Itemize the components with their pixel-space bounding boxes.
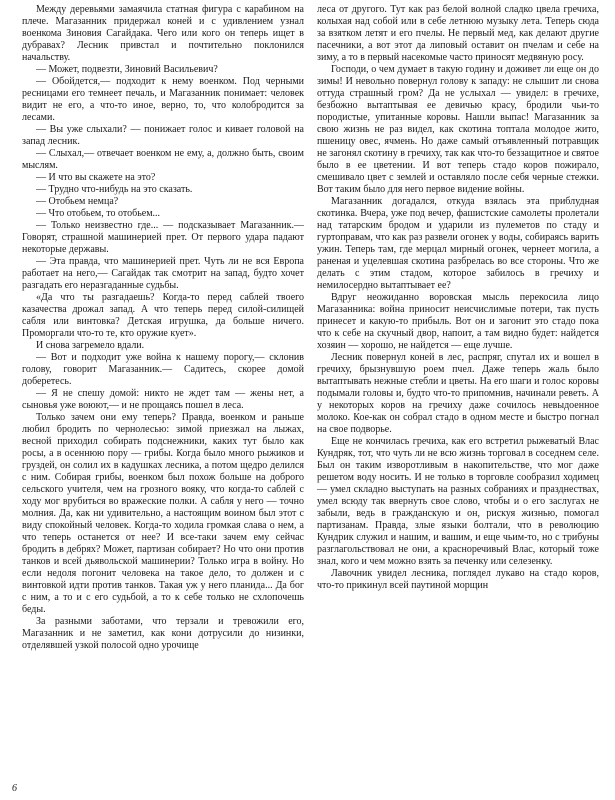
- paragraph: — Отобьем немца?: [36, 196, 119, 207]
- text-columns: [22, 4, 599, 776]
- paragraph: — Только неизвестно где... — подсказывает Магазанник.— Говорят, страшной машинерией прет. От первого удара падают некоторые державы.: [22, 220, 304, 255]
- paragraph: Еще не кончилась гречиха, как его встретил рыжеватый Влас Кундряк, тот, что чуть ли не всю жизнь торговал в соседнем селе. Был он таким изворотливым в накопительстве, что мог даже решетом воду носить. И не только в торговле сообразил ходимец — умел складно выступать на разных собраниях и празднествах, умел всюду так ввернуть свое слово, чтобы и о его заслугах не забыли, ведь в гражданскую и он, рискуя жизнью, помогал партизанам. Правда, злые языки болтали, что в революцию Кундрик служил и нашим, и вашим, и еще чьим-то, но с трибуны разглагольствовал не они, а красноречивый Влас, который тоже знал, кого и чем можно взять за печенку или селезенку.: [317, 436, 599, 567]
- left-column: [22, 4, 304, 776]
- paragraph: — Что отобьем, то отобьем...: [36, 208, 161, 219]
- paragraph: — Обойдется,— подходит к нему военком. Под черными ресницами его темнеет печаль, и Магазанник понимает: человек видит не его, а что-то иное, верно, то, что колобродится за лесами.: [22, 76, 304, 123]
- paragraph: Магазанник догадался, откуда взялась эта приблудная скотинка. Вчера, уже под вечер, фашистские самолеты пролетали над татарским бродом и ударили из пулеметов по стаду и гуртоправам, что как раз развели огонек у воды, собираясь варить ужин. Теперь там, где мерцал мирный огонек, чернеет могила, а раненая и уцелевшая скотина разбрелась во все стороны. Что же делать с этим стадом, которое забилось в гречиху и немилосердно вытаптывает ее?: [317, 196, 599, 291]
- paragraph: Вдруг неожиданно воровская мысль перекосила лицо Магазанника: война приносит неисчислимые потери, так пусть принесет и какую-то прибыль. Вот он и загонит это стадо пока что к себе на скучный двор, напоит, а там видно будет: найдется хозяин — хорошо, не найдется — еще лучше.: [317, 292, 599, 351]
- right-column: [317, 4, 599, 776]
- paragraph: — Вот и подходит уже война к нашему порогу,— склонив голову, говорит Магазанник.— Садитесь, скорее домой доберетесь.: [22, 352, 304, 387]
- paragraph: За разными заботами, что терзали и тревожили его, Магазанник и не заметил, как кони дотрусили до низинки, отделявшей узкой полосой одно урочище: [22, 616, 304, 651]
- paragraph: — Может, подвезти, Зиновий Васильевич?: [36, 64, 218, 75]
- paragraph: Лавочник увидел лесника, поглядел лукаво на стадо коров, что-то прикинул всей паутиной морщин: [317, 568, 599, 591]
- paragraph: — Я не спешу домой: никто не ждет там — жены нет, а сыновья уже воюют,— и не прощаясь пошел в леса.: [22, 388, 304, 411]
- paragraph: — Эта правда, что машинерией прет. Чуть ли не вся Европа работает на него,— Сагайдак так смотрит на запад, будто хочет разгадать его неразгаданные судьбы.: [22, 256, 304, 291]
- paragraph: Господи, о чем думает в такую годину и доживет ли еще он до зимы! И невольно повернул голову к западу: не слышит ли снова оттуда страшный гром? Да не услыхал — увидел: в гречихе, безбожно вытаптывая ее девичью красу, бродили чьи-то породистые, упитанные коровы. Нашли выпас! Магазанник за свою жизнь не раз видел, как скотина топтала молодое жито, пшеницу овес, ячмень. Но даже самый отъявленный потравщик не загонял скотину в гречиху, так как что-то беззащитное и святое было в ее цветении. И вот теперь стадо коров пожирало, смешивало цвет с землей и оставляло после себя черные стежки. Вот таким было для него первое видение войны.: [317, 64, 599, 195]
- paragraph: леса от другого. Тут как раз белой волной сладко цвела гречиха, колыхая над собой или в себе летнюю музыку лета. Теперь сюда за взятком летят и его пчелы. Не первый мед, как делают другие пасечники, а вот этот да липовый оставит он пчелам и себе на зиму, а то в первый насекомые часто приносят медвяную росу.: [317, 4, 599, 63]
- paragraph: — Трудно что-нибудь на это сказать.: [36, 184, 193, 195]
- paragraph: — Вы уже слыхали? — понижает голос и кивает головой на запад лесник.: [22, 124, 304, 147]
- paragraph: «Да что ты разгадаешь? Когда-то перед саблей твоего казачества дрожал запад. А что теперь перед силой-силищей сабля или винтовка? Детская игрушка, да больше ничего. Проморгали что-то те, кто оружие кует».: [22, 292, 304, 339]
- paragraph: Между деревьями замаячила статная фигура с карабином на плече. Магазанник придержал коней и с удивлением узнал военкома Зиновия Сагайдака. Чего или кого он теперь ищет в дубравах? Лесник привстал и почтительно поклонился начальству.: [22, 4, 304, 63]
- paragraph: — Слыхал,— отвечает военком не ему, а, должно быть, своим мыслям.: [22, 148, 304, 171]
- paragraph: Только зачем они ему теперь? Правда, военком и раньше любил бродить по чернолесью: зимой приезжал на лыжах, весной приходил собирать подснежники, каких тут было как росы, а в осеннюю пору — грибы. Когда было много рыжиков и груздей, он солил их в кадушках лесника, а потом щедро делился с ним. Собирая грибы, военком был похож больше на доброго сельского учителя, чем на грозного вояку, что когда-то саблей с ходу мог врубиться во вражеские полки. А сабля у него — точно молния. Да, как ни удивительно, а настоящим воином был этот с виду спокойный человек. Когда-то ходила громкая слава о нем, а что теперь останется от нее? И все-таки зачем ему сейчас бродить в дебрях? Может, партизан собирает? Но что они против танков и всей дьявольской машинерии? Только игра в войну. Но если недоля погонит человека на такое дело, то должен и с винтовкой идти против танков. Такая уж у него планида... Да бог с ним, а то и с его судьбой, а то к себе только не схлопочешь беды.: [22, 412, 304, 615]
- paragraph: Лесник повернул коней в лес, распряг, спутал их и вошел в гречиху, брызнувшую роем пчел. Даже теперь жаль было вытаптывать нежные стебли и цветы. На его шаги и голос коровы подымали головы и, будто что-то припомнив, начинали реветь. А у некоторых коров на гречиху даже сочилось невыдоенное молоко. Кое-как он собрал стадо в одном месте и быстро погнал на свое подворье.: [317, 352, 599, 435]
- paragraph: — И что вы скажете на это?: [36, 172, 156, 183]
- page-number: 6: [12, 783, 17, 794]
- paragraph: И снова загремело вдали.: [36, 340, 145, 351]
